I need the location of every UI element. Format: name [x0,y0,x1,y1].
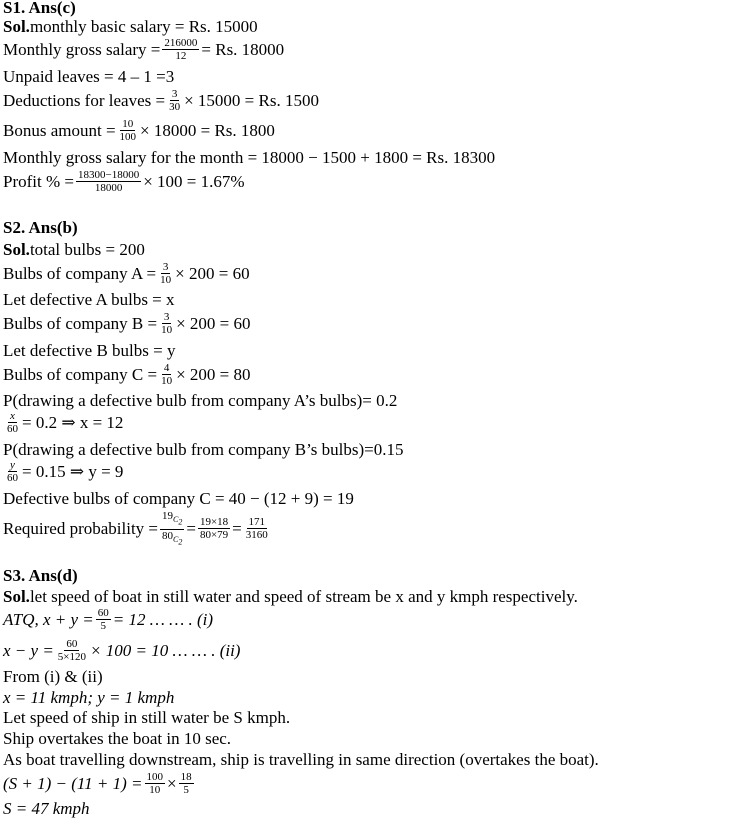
fraction: $\frac{x}{60}$ [7,410,18,435]
s3-line-9: (S + 1) − (11 + 1) = $\frac{100}{10}$ × $\frac{18}{5}$ [3,771,192,796]
s3-line-3: x − y = $\frac{60}{5\times 120}$ × 100 = 10 … … . (ii) [3,638,241,663]
fraction: $\frac{18}{5}$ [180,771,192,796]
s1-heading: S1. Ans(c) [3,0,76,17]
s1-line-5: Bonus amount = $\frac{10}{100}$ × 18000 = Rs. 1800 [3,118,275,143]
fraction: $\frac{3}{30}$ [169,88,181,113]
s1-line-2: Monthly gross salary = $\frac{216000}{12}$ = Rs. 18000 [3,37,285,62]
s3-line-10: S = 47 kmph [3,799,90,818]
fraction: $\frac{60}{5\times 120}$ [57,638,87,663]
s3-line-4: From (i) & (ii) [3,667,103,686]
fraction: $\frac{19_{C_2}}{80_{C_2}}$ [162,510,183,547]
fraction: $\frac{10}{100}$ [119,118,137,143]
s3-heading: S3. Ans(d) [3,566,78,585]
s2-line-7: P(drawing a defective bulb from company A’s bulbs)= 0.2 [3,391,398,410]
s2-line-9: P(drawing a defective bulb from company B’s bulbs)=0.15 [3,440,404,459]
fraction: $\frac{y}{60}$ [7,459,18,484]
s2-line-12: Required probability = $\frac{19_{C_2}}{80_{C_2}}$ = $\frac{19\times 18}{80\times 79}$ = $\frac{171}{3160}$ [3,510,268,547]
s3-line-1: Sol. let speed of boat in still water and speed of stream be x and y kmph respectively. [3,587,578,606]
s1-line-1: Sol. monthly basic salary = Rs. 15000 [3,17,258,36]
fraction: $\frac{216000}{12}$ [164,37,198,62]
fraction: $\frac{4}{10}$ [161,362,173,387]
s3-line-7: Ship overtakes the boat in 10 sec. [3,729,232,748]
s2-line-1: Sol. total bulbs = 200 [3,240,145,259]
s2-line-2: Bulbs of company A = $\frac{3}{10}$ × 200 = 60 [3,261,250,286]
s1-line-3: Unpaid leaves = 4 – 1 =3 [3,67,175,86]
s2-line-4: Bulbs of company B = $\frac{3}{10}$ × 200 = 60 [3,311,251,336]
s3-line-2: ATQ, x + y = $\frac{60}{5}$ = 12 … … . (i) [3,607,214,632]
s2-heading: S2. Ans(b) [3,218,78,237]
s2-line-5: Let defective B bulbs = y [3,341,176,360]
s2-line-6: Bulbs of company C = $\frac{4}{10}$ × 200 = 80 [3,362,251,387]
s2-line-8: $\frac{x}{60}$ = 0.2 ⇒ x = 12 [7,410,124,435]
s1-line-6: Monthly gross salary for the month = 18000 − 1500 + 1800 = Rs. 18300 [3,148,496,167]
s1-line-4: Deductions for leaves = $\frac{3}{30}$ × 15000 = Rs. 1500 [3,88,319,113]
s2-line-3: Let defective A bulbs = x [3,290,175,309]
s3-line-6: Let speed of ship in still water be S kmph. [3,708,291,727]
fraction: $\frac{171}{3160}$ [245,516,268,542]
s2-line-11: Defective bulbs of company C = 40 − (12 + 9) = 19 [3,489,354,508]
fraction: $\frac{3}{10}$ [160,261,172,286]
fraction: $\frac{60}{5}$ [97,607,109,632]
s3-line-5: x = 11 kmph; y = 1 kmph [3,688,175,707]
s3-line-8: As boat travelling downstream, ship is travelling in same direction (overtakes the boat). [3,750,599,769]
s2-line-10: $\frac{y}{60}$ = 0.15 ⇒ y = 9 [7,459,124,484]
fraction: $\frac{100}{10}$ [146,771,164,796]
fraction: $\frac{18300-18000}{18000}$ [77,169,140,194]
fraction: $\frac{3}{10}$ [161,311,173,336]
fraction: $\frac{19\times 18}{80\times 79}$ [199,516,229,542]
s1-line-7: Profit % = $\frac{18300-18000}{18000}$ × 100 = 1.67% [3,169,245,194]
